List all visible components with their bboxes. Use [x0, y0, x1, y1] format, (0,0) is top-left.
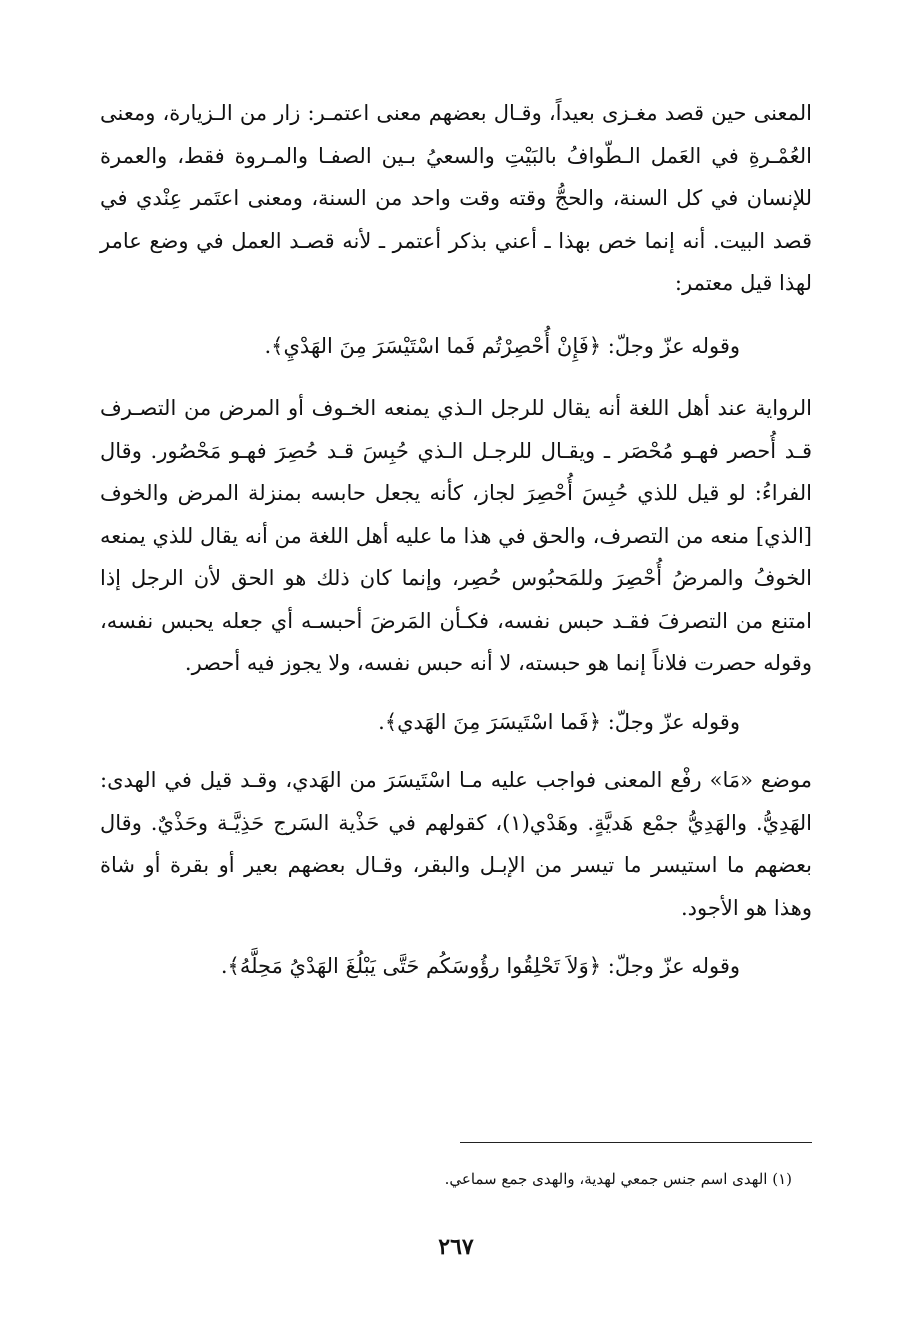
footnote: (١) الهدى اسم جنس جمعي لهدية، والهدى جمع سماعي. — [444, 1170, 792, 1188]
page-body — [100, 92, 812, 988]
paragraph-ihsar-explanation: الرواية عند أهل اللغة أنه يقال للرجل الـذي يمنعه الخـوف أو المرض من التصـرف قـد أُحصر فهـو مُحْصَر ـ ويقـال للرجـل الـذي حُبِسَ قـد حُصِرَ فهـو مَحْصُور. وقال الفراءُ: لو قيل للذي حُبِسَ أُحْصِرَ لجاز، كأنه يجعل حابسه بمنزلة المرض والخوف [الذي] منعه من التصرف، والحق في هذا ما عليه أهل اللغة من أنه يقال للذي يمنعه الخوفُ والمرضُ أُحْصِرَ وللمَحبُوس حُصِر، وإنما كان ذلك هو الحق لأن الرجل إذا امتنع من التصرفَ فقـد حبس نفسه، فكـأن المَرضَ أحبسـه أي جعله يحبس نفسه، وقوله حصرت فلاناً إنما هو حبسته، لا أنه حبس نفسه، ولا يجوز فيه أحصر. — [100, 396, 812, 675]
paragraph-umrah-meaning: المعنى حين قصد مغـزى بعيداً، وقـال بعضهم معنى اعتمـر: زار من الـزيارة، ومعنى العُمْـرةِ في العَمل الـطّوافُ بالبَيْتِ والسعيُ بـين الصفـا والمـروة فقط، والعمرة للإنسان في كل السنة، والحجُّ وقته وقت واحد من السنة، ومعنى اعتَمر عِنْدي في قصد البيت. أنه إنما خص بهذا ـ أعني بذكر أعتمر ـ لأنه قصـد العمل في وضع عامر لهذا قيل معتمر: — [100, 101, 812, 295]
paragraph-hady-explanation: موضع «مَا» رفْع المعنى فواجب عليه مـا اسْتَيسَرَ من الهَدي، وقـد قيل في الهدى: الهَدِيُّ. والهَدِيُّ جمْع هَديَّةٍ. وهَدْي(١)، كقولهم في حَذْية السَرج حَذِيَّـة وحَذْيٌ. وقال بعضهم ما استيسر ما تيسر من الإبـل والبقر، وقـال بعضهم بعير أو بقرة أو شاة وهذا هو الأجود. — [100, 768, 812, 920]
verse-quote-ihsar: وقوله عزّ وجلّ: ﴿فَإِنْ أُحْصِرْتُم فَما اسْتَيْسَرَ مِنَ الهَدْيِ﴾. — [264, 333, 740, 358]
page-number: ٢٦٧ — [438, 1234, 474, 1260]
verse-quote-hady: وقوله عزّ وجلّ: ﴿فَما اسْتَيسَرَ مِنَ الهَدي﴾. — [378, 709, 740, 734]
footnote-divider — [460, 1142, 812, 1143]
verse-quote-shaving: وقوله عزّ وجلّ: ﴿وَلاَ تَحْلِقُوا رؤُوسَكُم حَتَّى يَبْلُغَ الهَدْيُ مَحِلَّهُ﴾. — [220, 954, 740, 978]
